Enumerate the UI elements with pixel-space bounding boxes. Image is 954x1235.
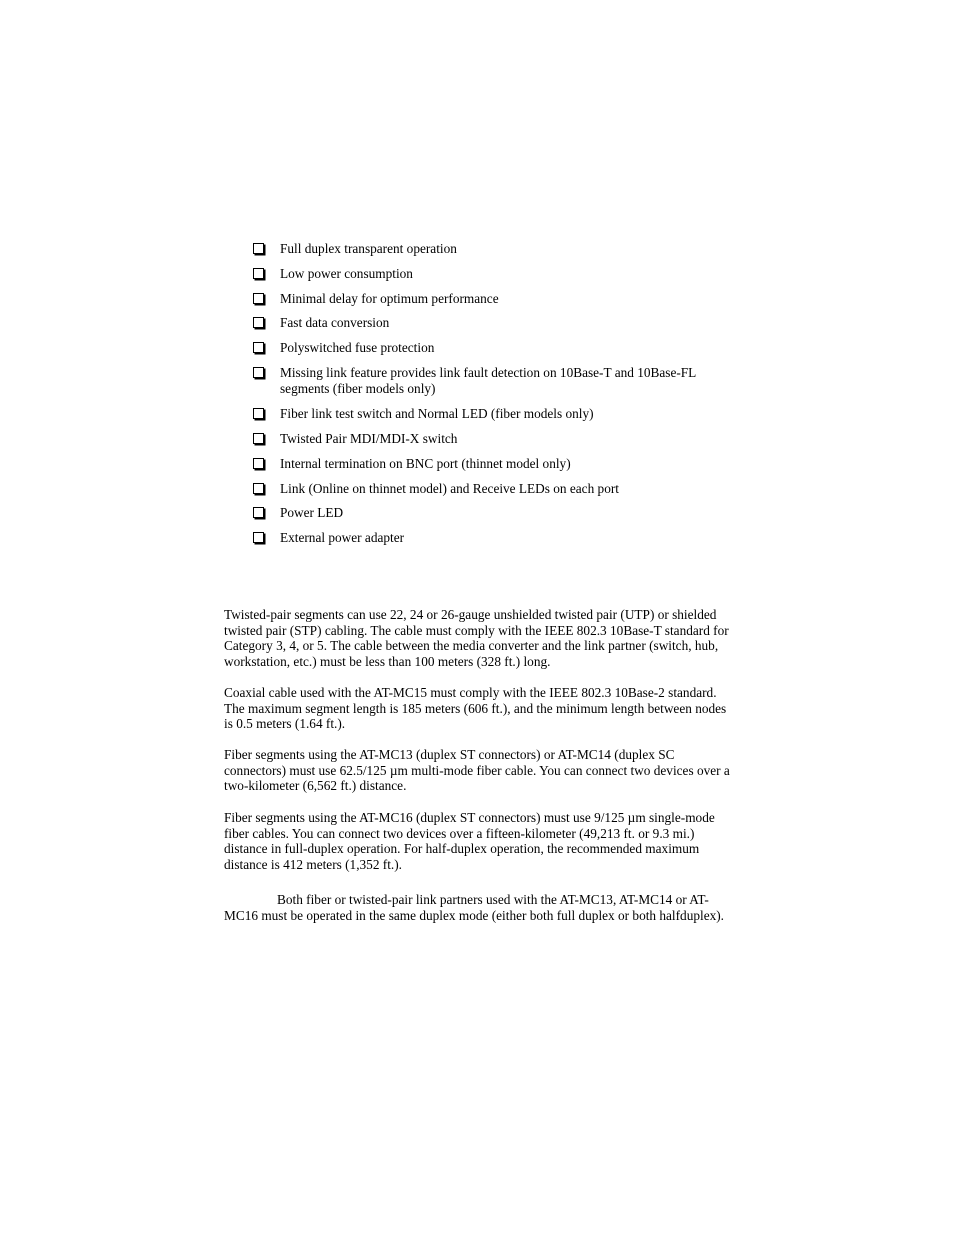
list-item [252,365,742,398]
feature-text: Low power consumption [280,265,413,281]
feature-text: Fast data conversion [280,315,390,331]
list-item [252,340,742,357]
duplex-note: Both fiber or twisted-pair link partners used with the AT-MC13, AT-MC14 or AT-MC16 must be operated in the same duplex mode (either both full duplex or both halfduplex). [224,892,724,923]
singlemode-fiber-paragraph: Fiber segments using the AT-MC16 (duplex ST connectors) must use 9/125 µm single-mode fiber cables. You can connect two devices over a fifteen-kilometer (49,213 ft. or 9.3 mi.) distance in full-duplex operation. For half-duplex operation, the recommended maximum distance is 412 meters (1,352 ft.). [224,810,715,873]
feature-text: Minimal delay for optimum performance [280,290,499,306]
feature-text: Full duplex transparent operation [280,241,457,256]
checkbox-bullet-icon [253,243,264,254]
feature-text: Fiber link test switch and Normal LED (fiber models only) [280,406,594,422]
feature-text: Missing link feature provides link fault detection on 10Base-T and 10Base-FL segments (fiber models only) [280,364,696,397]
feature-text: Polyswitched fuse protection [280,340,435,356]
checkbox-bullet-icon [253,458,264,469]
list-item [252,266,742,283]
checkbox-bullet-icon [253,317,264,328]
coaxial-paragraph: Coaxial cable used with the AT-MC15 must comply with the IEEE 802.3 10Base-2 standard. The maximum segment length is 185 meters (606 ft.), and the minimum length between nodes is 0.5 meters (1.64 ft.). [224,685,727,732]
multimode-fiber-paragraph: Fiber segments using the AT-MC13 (duplex ST connectors) or AT-MC14 (duplex SC connectors) must use 62.5/125 µm multi-mode fiber cable. You can connect two devices over a two-kilometer (6,562 ft.) distance. [224,747,730,794]
checkbox-bullet-icon [253,408,264,419]
list-item [252,315,742,332]
feature-text: External power adapter [280,530,405,546]
list-item [252,406,742,423]
checkbox-bullet-icon [253,342,264,353]
checkbox-bullet-icon [253,532,264,543]
feature-text: Power LED [280,505,344,521]
checkbox-bullet-icon [253,367,264,378]
list-item [252,481,742,498]
list-item [252,505,742,522]
list-item [252,431,742,448]
feature-list [252,241,742,555]
list-item [252,456,742,473]
feature-text: Internal termination on BNC port (thinnet model only) [280,455,571,471]
twisted-pair-paragraph: Twisted-pair segments can use 22, 24 or 26-gauge unshielded twisted pair (UTP) or shielded twisted pair (STP) cabling. The cable must comply with the IEEE 802.3 10Base-T standard for Category 3, 4, or 5. The cable between the media converter and the link partner (switch, hub, workstation, etc.) must be less than 100 meters (328 ft.) long. [224,607,729,670]
list-item [252,530,742,547]
list-item [252,241,742,258]
list-item [252,291,742,308]
checkbox-bullet-icon [253,433,264,444]
checkbox-bullet-icon [253,507,264,518]
checkbox-bullet-icon [253,268,264,279]
feature-text: Link (Online on thinnet model) and Receive LEDs on each port [280,480,619,496]
checkbox-bullet-icon [253,483,264,494]
checkbox-bullet-icon [253,293,264,304]
feature-text: Twisted Pair MDI/MDI-X switch [280,431,458,447]
